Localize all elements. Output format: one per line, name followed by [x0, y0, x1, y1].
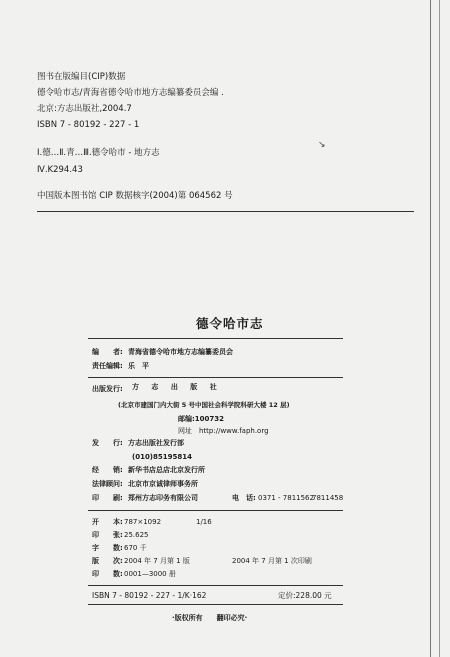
editor-value: 青海省德令哈市地方志编纂委员会 — [128, 348, 233, 356]
format-fraction: 1/16 — [196, 518, 212, 526]
copies-label: 印 数: — [92, 570, 123, 578]
chief-editor-value: 乐 平 — [128, 362, 149, 370]
specs-divider — [88, 585, 343, 586]
sheets-label: 印 张: — [92, 531, 123, 539]
format-label: 开 本: — [92, 518, 123, 526]
credits-divider — [88, 377, 343, 378]
cip-classification: Ⅳ.K294.43 — [37, 165, 83, 175]
rights-notice: ·版权所有 翻印必究· — [172, 614, 248, 622]
seller-value: 新华书店总店北京发行所 — [128, 466, 205, 474]
title-divider — [88, 338, 343, 339]
chief-editor-label: 责任编辑: — [92, 362, 123, 370]
pen-mark: ↘ — [318, 140, 326, 150]
distribution-phone: (010)85195814 — [132, 453, 192, 461]
legal-label: 法律顾问: — [92, 480, 123, 488]
cip-subjects: Ⅰ.德…Ⅱ.青…Ⅲ.德令哈市 - 地方志 — [37, 148, 160, 158]
right-margin-line-2 — [439, 0, 440, 657]
printer-phone-label: 电 话: — [232, 494, 256, 502]
words-label: 字 数: — [92, 544, 123, 552]
cip-line-1: 德令哈市志/青海省德令哈市地方志编纂委员会编 . — [37, 88, 224, 98]
publisher-label: 出版发行: — [92, 385, 123, 393]
printing-value: 2004 年 7 月第 1 次印刷 — [232, 557, 312, 565]
publisher-website: 网址 http://www.faph.org — [178, 427, 269, 435]
price: 定价:228.00 元 — [278, 591, 332, 600]
footer-isbn: ISBN 7 - 80192 - 227 - 1/K·162 — [92, 591, 207, 600]
sheets-value: 25.625 — [124, 531, 149, 539]
cip-line-2: 北京:方志出版社,2004.7 — [37, 104, 132, 114]
edition-value: 2004 年 7 月第 1 版 — [124, 557, 190, 565]
cip-isbn: ISBN 7 - 80192 - 227 - 1 — [37, 120, 140, 130]
cip-heading: 图书在版编目(CIP)数据 — [37, 72, 126, 82]
editor-label: 编 者: — [92, 348, 123, 356]
book-title: 德令哈市志 — [196, 316, 264, 331]
seller-label: 经 销: — [92, 466, 123, 474]
cip-divider — [37, 211, 414, 212]
cip-verification: 中国版本图书馆 CIP 数据核字(2004)第 064562 号 — [37, 191, 233, 201]
printer-phone: 0371 - 7811562 — [258, 494, 314, 502]
words-value: 670 千 — [124, 544, 147, 552]
publisher-postcode: 邮编:100732 — [178, 415, 225, 423]
price-divider — [88, 604, 343, 605]
distribution-divider — [88, 510, 343, 511]
printer-value: 郑州方志印务有限公司 — [128, 494, 198, 502]
format-value: 787×1092 — [124, 518, 162, 526]
publisher-address: (北京市建国门内大街 5 号中国社会科学院科研大楼 12 层) — [118, 401, 290, 409]
printer-label: 印 刷: — [92, 494, 123, 502]
right-margin-line — [430, 0, 431, 657]
legal-value: 北京市京诚律师事务所 — [128, 480, 198, 488]
printer-phone-2: 7811458 — [312, 494, 344, 502]
copies-value: 0001—3000 册 — [124, 570, 176, 578]
distribution-value: 方志出版社发行部 — [128, 439, 184, 447]
edition-label: 版 次: — [92, 557, 123, 565]
distribution-label: 发 行: — [92, 439, 123, 447]
publisher-name: 方 志 出 版 社 — [132, 383, 222, 391]
